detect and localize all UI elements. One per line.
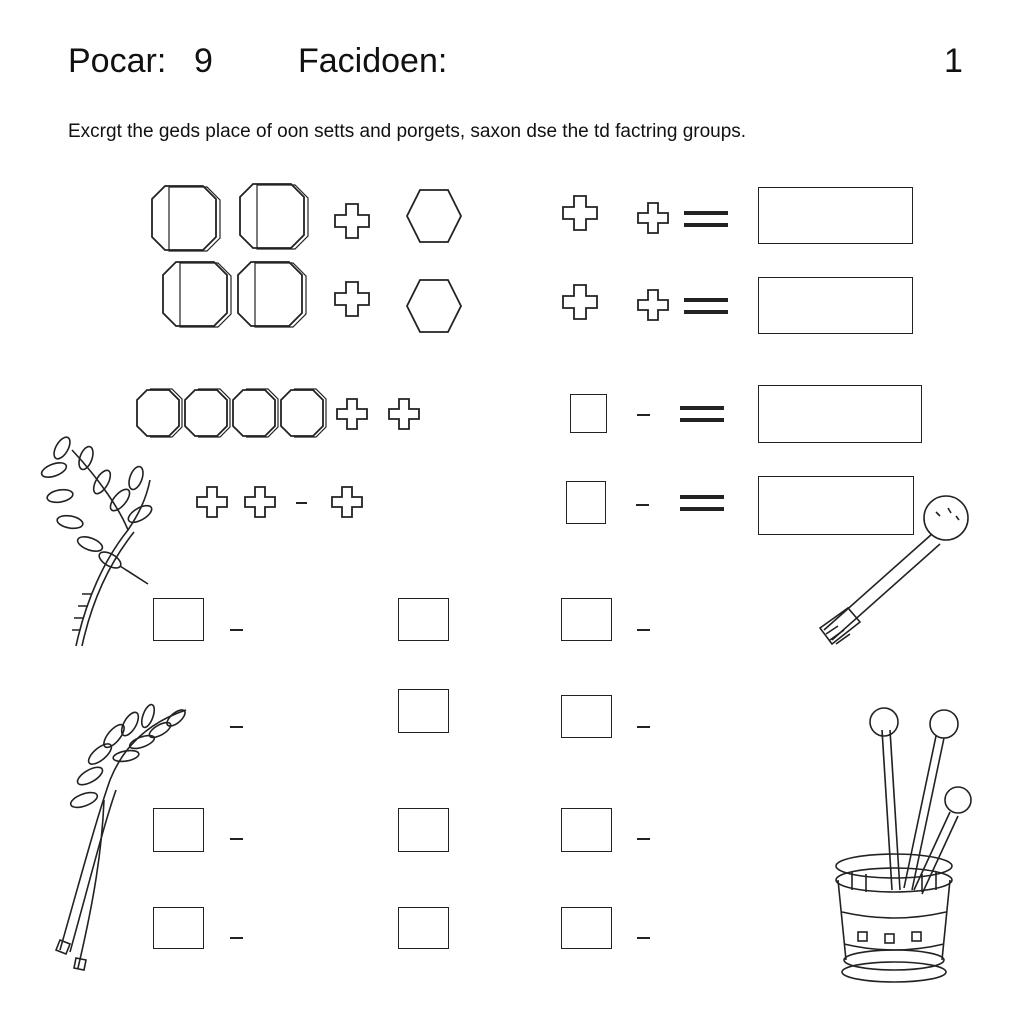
grid-box-c2[interactable] [561, 695, 612, 738]
answer-box-2[interactable] [758, 277, 913, 334]
grid-box-b1[interactable] [398, 598, 449, 641]
grid-box-c1[interactable] [561, 598, 612, 641]
equation-row-1 [152, 184, 728, 251]
grid-dash-c3 [637, 838, 650, 840]
answer-box-3[interactable] [758, 385, 922, 443]
page-number: 1 [944, 42, 963, 80]
grid-dash-a1 [230, 629, 243, 631]
grid-dash-c4 [637, 937, 650, 939]
equation-row-4 [197, 487, 724, 517]
grid-box-a4[interactable] [153, 907, 204, 949]
grid-box-b3[interactable] [398, 808, 449, 852]
grid-box-a1[interactable] [153, 598, 204, 641]
grid-dash-a4 [230, 937, 243, 939]
pocar-value: 9 [194, 42, 213, 80]
grid-dash-a2 [230, 726, 243, 728]
grid-box-c3[interactable] [561, 808, 612, 852]
grid-box-b4[interactable] [398, 907, 449, 949]
grid-box-b2[interactable] [398, 689, 449, 733]
answer-box-1[interactable] [758, 187, 913, 244]
answer-box-4[interactable] [758, 476, 914, 535]
grid-dash-c2 [637, 726, 650, 728]
equation-row-4-box[interactable] [566, 481, 606, 524]
drum-with-sticks-icon [836, 708, 971, 982]
grid-dash-c1 [637, 629, 650, 631]
grid-box-a3[interactable] [153, 808, 204, 852]
equation-row-3-box[interactable] [570, 394, 607, 433]
facidoen-label: Facidoen: [298, 42, 448, 80]
instructions-text: Excrgt the geds place of oon setts and porgets, saxon dse the td factring groups. [68, 121, 747, 142]
leaf-branch-icon [40, 435, 155, 646]
equation-row-3 [137, 389, 724, 437]
equation-row-2 [163, 262, 728, 332]
pocar-label: Pocar: [68, 42, 167, 80]
grid-box-c4[interactable] [561, 907, 612, 949]
grid-dash-a3 [230, 838, 243, 840]
